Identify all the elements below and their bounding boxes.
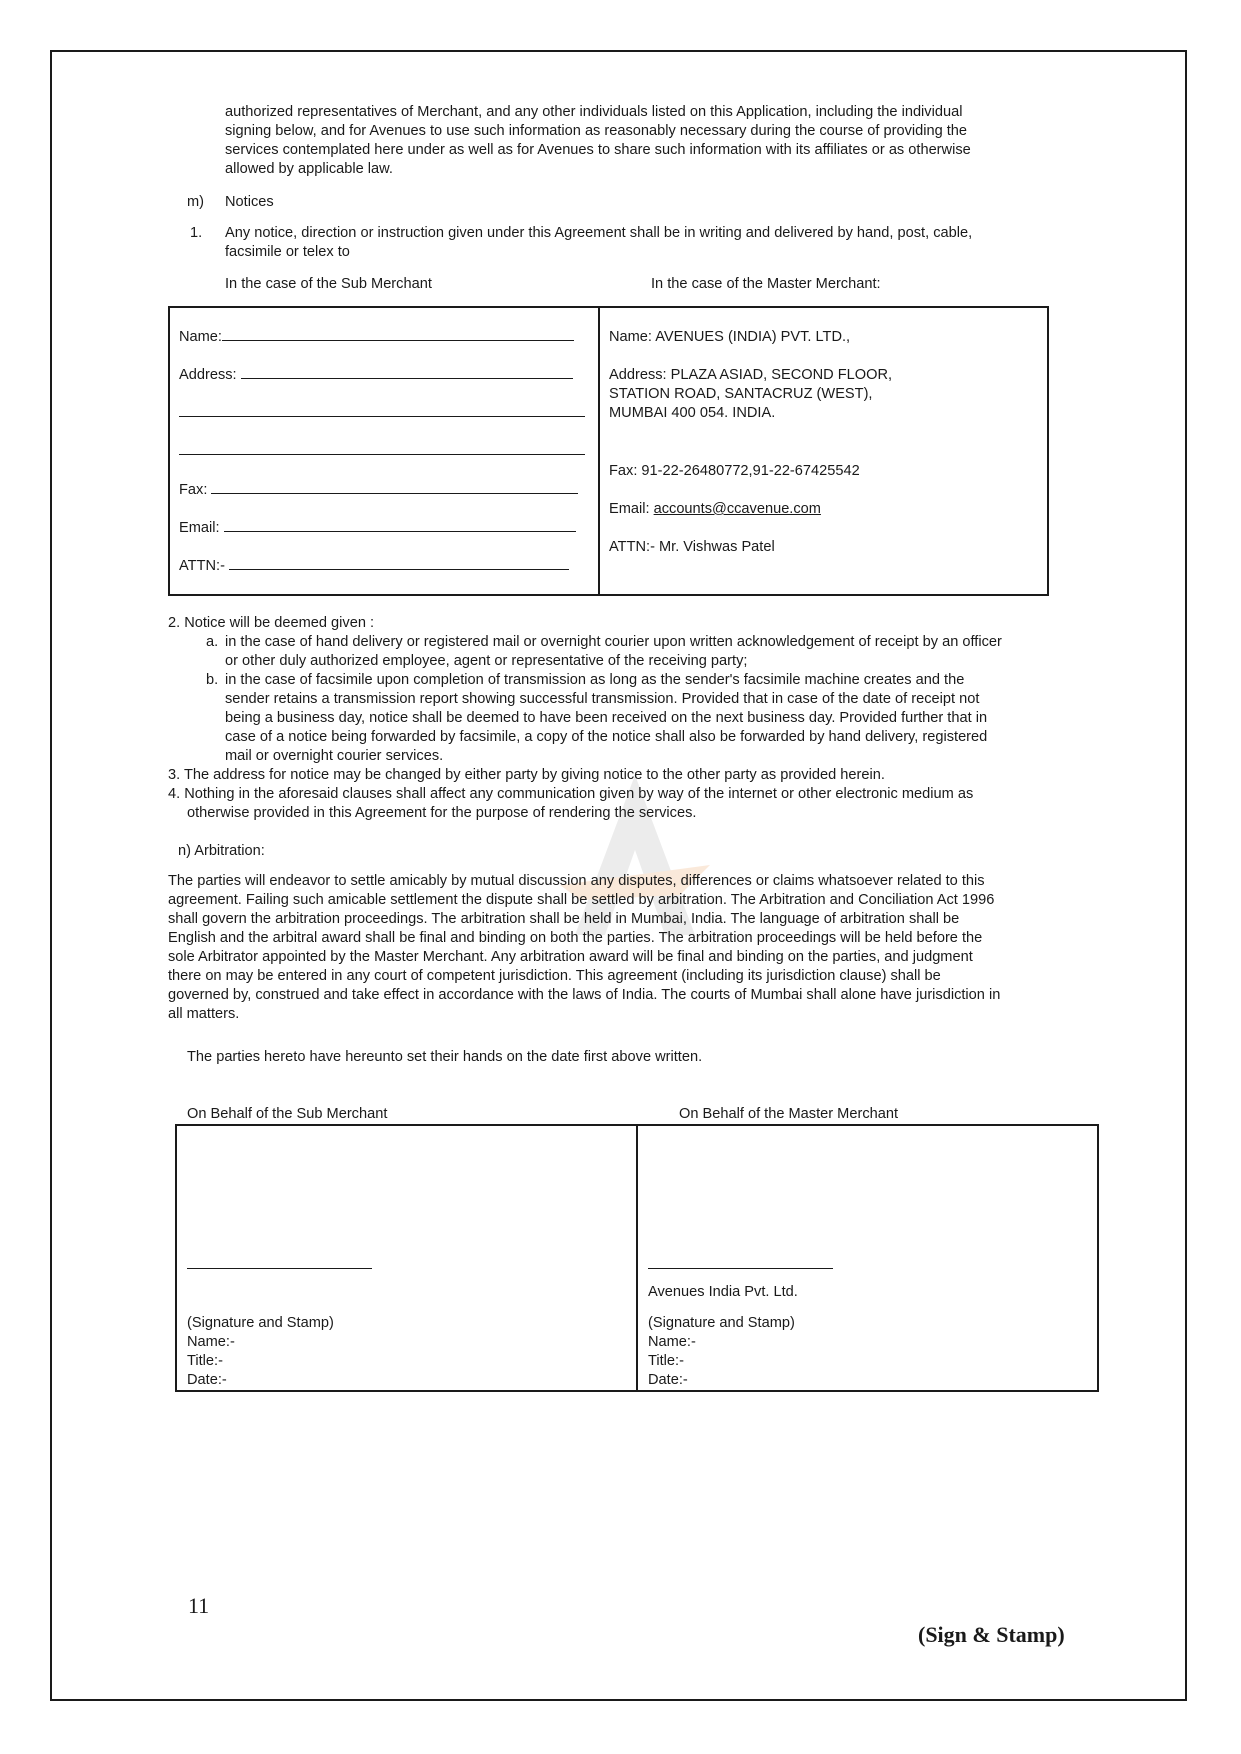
sub-fax-line[interactable] [211,481,578,494]
deemed-item-3: 3. The address for notice may be changed by either party by giving notice to the other party as provided herein. [168,767,885,783]
sub-merchant-heading: In the case of the Sub Merchant [225,276,432,292]
deemed-b-line: sender retains a transmission report showing successful transmission. Provided that in case of the date of receipt not [225,691,980,707]
deemed-b-text [225,671,1115,766]
sub-name-line[interactable] [222,328,574,341]
deemed-b-line: mail or overnight courier services. [225,748,444,764]
master-company-name: Avenues India Pvt. Ltd. [648,1284,798,1300]
deemed-a-line: or other duly authorized employee, agent or representative of the receiving party; [225,653,748,669]
notices-heading: Notices [225,194,274,210]
deemed-item-2: 2. Notice will be deemed given : [168,615,375,631]
deemed-item-4 [168,785,1115,823]
notices-table-divider [598,306,600,596]
deemed-a-text [225,633,1115,671]
sign-stamp-label: (Sign & Stamp) [918,1622,1065,1647]
sub-attn-row [179,557,569,576]
sub-attn-label: ATTN:- [179,558,225,574]
master-title-field: Title:- [648,1353,684,1369]
sub-address-line[interactable] [179,442,585,455]
intro-line: signing below, and for Avenues to use such information as reasonably necessary during the course of providing the [225,123,968,139]
sub-address-row [179,366,573,385]
arbitration-line: English and the arbitral award shall be final and binding on both the parties. The arbitration proceedings will be held before the [168,930,983,946]
deemed-b-marker: b. [206,672,219,688]
arbitration-line: The parties will endeavor to settle amicably by mutual discussion any disputes, differences or claims whatsoever related to this [168,873,985,889]
arbitration-line: there on may be entered in any court of competent jurisdiction. This agreement (including its jurisdiction clause) shall be [168,968,941,984]
master-email-link[interactable]: accounts@ccavenue.com [653,501,821,517]
arbitration-line: shall govern the arbitration proceedings. The arbitration shall be held in Mumbai, India. The language of arbitration shall be [168,911,960,927]
arbitration-line: governed by, construed and take effect in accordance with the laws of India. The courts of Mumbai shall alone have jurisdiction in [168,987,1001,1003]
sub-date-field: Date:- [187,1372,227,1388]
master-email-label: Email: [609,501,650,517]
deemed-item-4-line: otherwise provided in this Agreement for the purpose of rendering the services. [187,805,697,821]
intro-line: allowed by applicable law. [225,161,393,177]
master-signature-stamp-label: (Signature and Stamp) [648,1315,795,1331]
notice-item-line: facsimile or telex to [225,244,350,260]
master-merchant-signature-heading: On Behalf of the Master Merchant [679,1106,899,1122]
intro-line: services contemplated here under as well as for Avenues to share such information with its affiliates or as otherwise [225,142,971,158]
sub-merchant-signature-heading: On Behalf of the Sub Merchant [187,1106,388,1122]
arbitration-heading: n) Arbitration: [178,843,265,859]
master-merchant-heading: In the case of the Master Merchant: [651,276,881,292]
sub-fax-row [179,481,578,500]
sub-address-row [179,442,585,461]
notice-item-line: Any notice, direction or instruction given under this Agreement shall be in writing and delivered by hand, post, cable, [225,225,973,241]
deemed-b-line: being a business day, notice shall be deemed to have been received on the next business day. Provided further that in [225,710,988,726]
intro-line: authorized representatives of Merchant, and any other individuals listed on this Application, including the individual [225,104,963,120]
arbitration-line: all matters. [168,1006,240,1022]
master-name-field: Name:- [648,1334,696,1350]
master-email-row [609,500,821,519]
sub-signature-line[interactable] [187,1268,372,1269]
signature-table-divider [636,1124,638,1392]
master-name: Name: AVENUES (INDIA) PVT. LTD., [609,329,851,345]
notices-marker: m) [187,194,205,210]
master-address-line: Address: PLAZA ASIAD, SECOND FLOOR, [609,367,893,383]
master-attn: ATTN:- Mr. Vishwas Patel [609,539,775,555]
master-date-field: Date:- [648,1372,688,1388]
sub-fax-label: Fax: [179,482,208,498]
master-address-line: MUMBAI 400 054. INDIA. [609,405,776,421]
arbitration-line: sole Arbitrator appointed by the Master Merchant. Any arbitration award will be final and binding on the parties, and judgment [168,949,973,965]
sub-address-line[interactable] [241,366,573,379]
deemed-b-line: in the case of facsimile upon completion of transmission as long as the sender's facsimile machine creates and the [225,672,965,688]
sub-email-line[interactable] [224,519,576,532]
master-address-line: STATION ROAD, SANTACRUZ (WEST), [609,386,873,402]
sub-signature-stamp-label: (Signature and Stamp) [187,1315,334,1331]
page-number: 11 [188,1593,210,1618]
sub-address-row [179,404,585,423]
closing-statement: The parties hereto have hereunto set their hands on the date first above written. [187,1049,703,1065]
notice-item-number: 1. [190,225,203,241]
deemed-item-4-line: 4. Nothing in the aforesaid clauses shall affect any communication given by way of the internet or other electronic medium as [168,786,974,802]
sub-name-row [179,328,574,347]
sub-address-label: Address: [179,367,237,383]
arbitration-line: agreement. Failing such amicable settlement the dispute shall be settled by arbitration. The Arbitration and Conciliation Act 1996 [168,892,995,908]
sub-title-field: Title:- [187,1353,223,1369]
deemed-a-line: in the case of hand delivery or registered mail or overnight courier upon written acknowledgement of receipt by an officer [225,634,1002,650]
sub-attn-line[interactable] [229,557,569,570]
sub-name-label: Name: [179,329,222,345]
master-signature-line[interactable] [648,1268,833,1269]
arbitration-paragraph [168,872,1115,1024]
deemed-b-line: case of a notice being forwarded by facsimile, a copy of the notice shall also be forwarded by hand delivery, registered [225,729,988,745]
deemed-a-marker: a. [206,634,219,650]
intro-paragraph [225,103,1115,179]
sub-name-field: Name:- [187,1334,235,1350]
sub-address-line[interactable] [179,404,585,417]
sub-email-row [179,519,576,538]
master-fax: Fax: 91-22-26480772,91-22-67425542 [609,463,860,479]
sub-email-label: Email: [179,520,220,536]
